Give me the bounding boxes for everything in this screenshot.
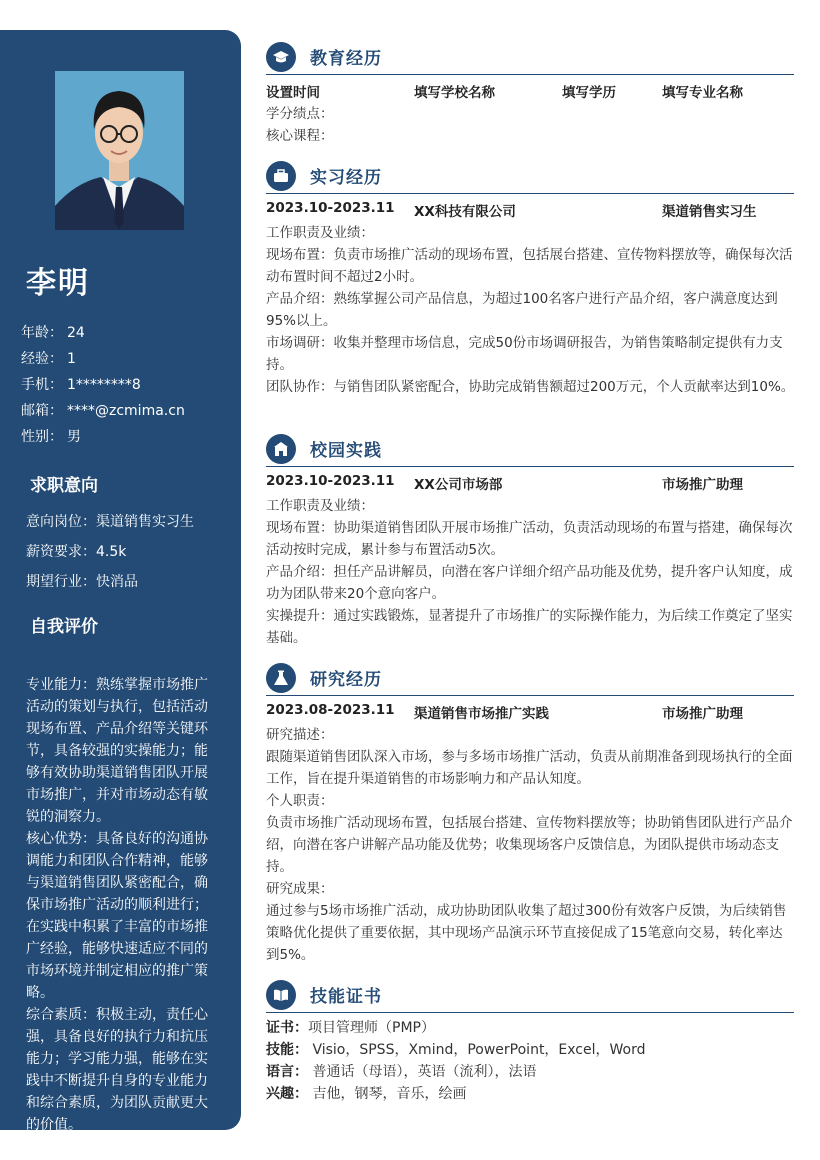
detail-line: 工作职责及业绩： bbox=[266, 498, 374, 514]
research-role: 市场推广助理 bbox=[662, 706, 743, 722]
intent-salary: 薪资要求：4.5k bbox=[26, 544, 127, 560]
basic-info bbox=[21, 320, 185, 450]
education-section-header bbox=[266, 42, 794, 75]
profile-photo bbox=[55, 71, 184, 230]
internship-time: 2023.10-2023.11 bbox=[266, 200, 395, 216]
info-experience: 经验： 1 bbox=[21, 351, 76, 367]
education-courses: 核心课程： bbox=[266, 128, 334, 144]
self-eval-title: 自我评价 bbox=[30, 617, 98, 637]
self-eval-text bbox=[26, 674, 218, 1136]
campus-section-header bbox=[266, 434, 794, 467]
education-time: 设置时间 bbox=[266, 85, 320, 101]
skill-software: 技能： Visio，SPSS，Xmind，PowerPoint，Excel，Word bbox=[266, 1042, 646, 1058]
intent-industry: 期望行业：快消品 bbox=[26, 574, 138, 590]
research-entry bbox=[266, 702, 794, 722]
campus-role: 市场推广助理 bbox=[662, 477, 743, 493]
briefcase-icon bbox=[266, 161, 296, 191]
graduation-cap-icon bbox=[266, 42, 296, 72]
intent-title: 求职意向 bbox=[30, 476, 98, 496]
info-phone: 手机： 1********8 bbox=[21, 377, 141, 393]
research-details bbox=[266, 724, 796, 966]
skills-list bbox=[266, 1017, 646, 1105]
education-title: 教育经历 bbox=[310, 49, 382, 69]
candidate-name: 李明 bbox=[26, 266, 90, 301]
detail-line: 研究成果： bbox=[266, 881, 334, 897]
research-section-header bbox=[266, 663, 794, 696]
skills-title: 技能证书 bbox=[310, 987, 382, 1007]
internship-company: XX科技有限公司 bbox=[414, 204, 516, 220]
detail-line: 现场布置：负责市场推广活动的现场布置，包括展台搭建、宣传物料摆放等，确保每次活动布置时间不超过2小时。 bbox=[266, 247, 793, 285]
detail-line: 个人职责： bbox=[266, 793, 334, 809]
skill-certificate: 证书：项目管理师（PMP） bbox=[266, 1020, 435, 1036]
research-time: 2023.08-2023.11 bbox=[266, 702, 395, 718]
building-icon bbox=[266, 434, 296, 464]
detail-line: 负责市场推广活动现场布置，包括展台搭建、宣传物料摆放等；协助销售团队进行产品介绍，向潜在客户讲解产品功能及优势；收集现场客户反馈信息，为团队提供市场动态支持。 bbox=[266, 815, 793, 875]
campus-title: 校园实践 bbox=[310, 441, 382, 461]
intent-position: 意向岗位：渠道销售实习生 bbox=[26, 514, 194, 530]
self-eval-paragraph: 专业能力：熟练掌握市场推广活动的策划与执行，包括活动现场布置、产品介绍等关键环节，具备较强的实操能力；能够有效协助渠道销售团队开展市场推广，并对市场动态有敏锐的洞察力。 bbox=[26, 677, 208, 825]
skill-language: 语言： 普通话（母语），英语（流利），法语 bbox=[266, 1064, 537, 1080]
education-degree: 填写学历 bbox=[562, 85, 616, 101]
self-eval-paragraph: 核心优势：具备良好的沟通协调能力和团队合作精神，能够与渠道销售团队紧密配合，确保市场推广活动的顺利进行；在实践中积累了丰富的市场推广经验，能够快速适应不同的市场环境并制定相应的推广策略。 bbox=[26, 831, 208, 1001]
education-school: 填写学校名称 bbox=[414, 85, 495, 101]
detail-line: 工作职责及业绩： bbox=[266, 225, 374, 241]
flask-icon bbox=[266, 663, 296, 693]
skill-hobby: 兴趣： 吉他，钢琴，音乐，绘画 bbox=[266, 1086, 467, 1102]
internship-entry bbox=[266, 200, 794, 220]
detail-line: 跟随渠道销售团队深入市场，参与多场市场推广活动，负责从前期准备到现场执行的全面工作，旨在提升渠道销售的市场影响力和产品认知度。 bbox=[266, 749, 793, 787]
info-age: 年龄： 24 bbox=[21, 325, 85, 341]
internship-title: 实习经历 bbox=[310, 168, 382, 188]
detail-line: 现场布置：协助渠道销售团队开展市场推广活动，负责活动现场的布置与搭建，确保每次活动按时完成，累计参与布置活动5次。 bbox=[266, 520, 793, 558]
intent-list bbox=[26, 507, 194, 597]
info-email: 邮箱： ****@zcmima.cn bbox=[21, 403, 185, 419]
detail-line: 市场调研：收集并整理市场信息，完成50份市场调研报告，为销售策略制定提供有力支持。 bbox=[266, 335, 783, 373]
campus-entry bbox=[266, 473, 794, 493]
internship-details bbox=[266, 222, 796, 398]
education-major: 填写专业名称 bbox=[662, 85, 743, 101]
detail-line: 团队协作：与销售团队紧密配合，协助完成销售额超过200万元，个人贡献率达到10%。 bbox=[266, 379, 795, 395]
info-gender: 性别： 男 bbox=[21, 429, 81, 445]
detail-line: 产品介绍：担任产品讲解员，向潜在客户详细介绍产品功能及优势，提升客户认知度，成功为团队带来20个意向客户。 bbox=[266, 564, 793, 602]
campus-details bbox=[266, 495, 796, 649]
internship-role: 渠道销售实习生 bbox=[662, 204, 757, 220]
detail-line: 产品介绍：熟练掌握公司产品信息，为超过100名客户进行产品介绍，客户满意度达到95%以上。 bbox=[266, 291, 778, 329]
internship-section-header bbox=[266, 161, 794, 194]
education-details bbox=[266, 103, 796, 147]
self-eval-paragraph: 综合素质：积极主动，责任心强，具备良好的执行力和抗压能力；学习能力强，能够在实践中不断提升自身的专业能力和综合素质，为团队贡献更大的价值。 bbox=[26, 1007, 208, 1133]
detail-line: 研究描述： bbox=[266, 727, 334, 743]
campus-time: 2023.10-2023.11 bbox=[266, 473, 395, 489]
research-title: 研究经历 bbox=[310, 670, 382, 690]
education-gpa: 学分绩点： bbox=[266, 106, 334, 122]
research-project: 渠道销售市场推广实践 bbox=[414, 706, 549, 722]
campus-org: XX公司市场部 bbox=[414, 477, 503, 493]
sidebar bbox=[0, 30, 241, 1133]
book-icon bbox=[266, 980, 296, 1010]
education-entry bbox=[266, 81, 794, 101]
detail-line: 通过参与5场市场推广活动，成功协助团队收集了超过300份有效客户反馈，为后续销售策略优化提供了重要依据，其中现场产品演示环节直接促成了15笔意向交易，转化率达到5%。 bbox=[266, 903, 787, 963]
detail-line: 实操提升：通过实践锻炼，显著提升了市场推广的实际操作能力，为后续工作奠定了坚实基础。 bbox=[266, 608, 793, 646]
skills-section-header bbox=[266, 980, 794, 1013]
